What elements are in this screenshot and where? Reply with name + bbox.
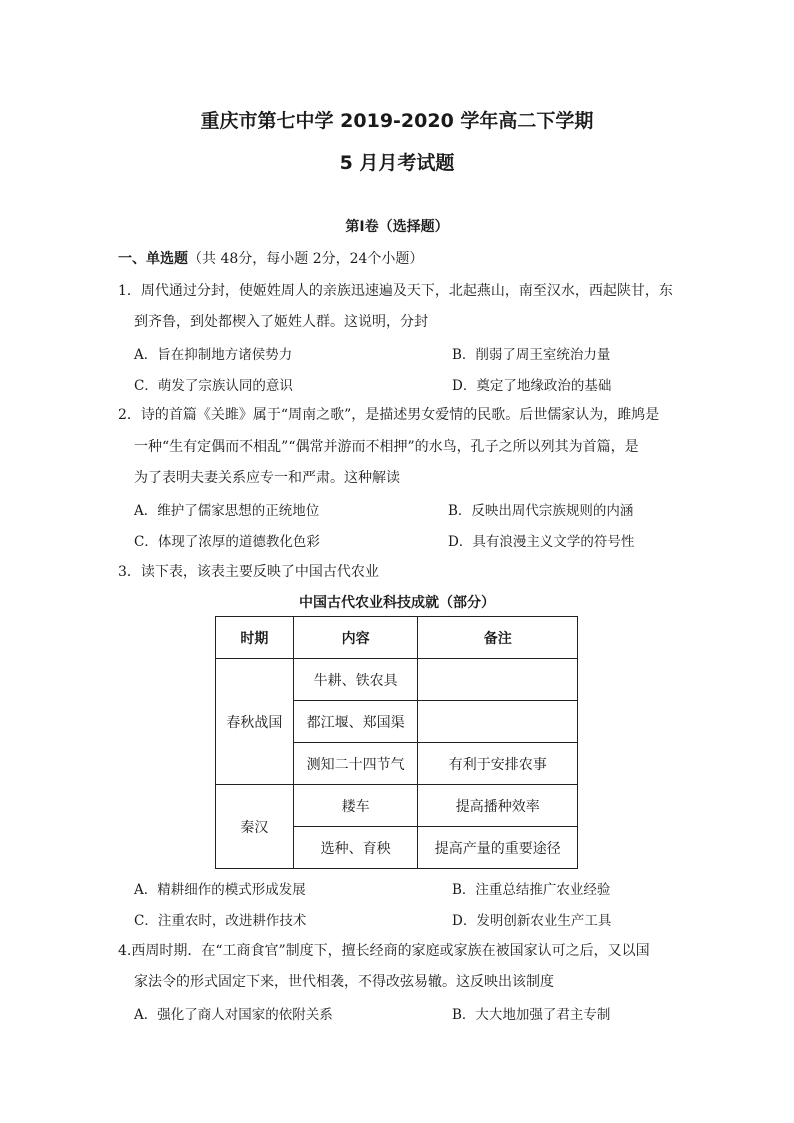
question-1-option-d[interactable]: D．奠定了地缘政治的基础 xyxy=(452,378,612,394)
table-header-row xyxy=(216,617,578,659)
table-header-period: 时期 xyxy=(216,617,294,659)
table-header-note: 备注 xyxy=(418,617,578,659)
question-2-line-3: 为了表明夫妻关系应专一和严肃。这种解读 xyxy=(134,470,400,486)
part-note: （共 48分，每小题 2分，24个小题） xyxy=(188,251,424,267)
question-3-option-c[interactable]: C．注重农时，改进耕作技术 xyxy=(134,913,307,929)
part-label: 一、单选题 xyxy=(118,251,188,267)
question-2-option-d[interactable]: D．具有浪漫主义文学的符号性 xyxy=(448,534,635,550)
question-3-option-a[interactable]: A．精耕细作的模式形成发展 xyxy=(134,882,306,898)
question-2-option-c[interactable]: C．体现了浓厚的道德教化色彩 xyxy=(134,534,320,550)
table-cell-content: 牛耕、铁农具 xyxy=(293,659,418,701)
question-4-line-2: 家法令的形式固定下来，世代相袭，不得改弦易辙。这反映出该制度 xyxy=(134,974,554,990)
table-row xyxy=(216,659,578,701)
question-3-line-1: 3．读下表，该表主要反映了中国古代农业 xyxy=(118,564,379,580)
table-cell-note xyxy=(418,701,578,743)
question-3-option-b[interactable]: B．注重总结推广农业经验 xyxy=(452,882,611,898)
page-subtitle: 5 月月考试题 xyxy=(339,152,455,174)
question-2-line-2: 一种“生有定偶而不相乱”“偶常并游而不相押”的水鸟，孔子之所以列其为首篇，是 xyxy=(134,439,639,455)
table-cell-note: 提高产量的重要途径 xyxy=(418,827,578,869)
agriculture-table xyxy=(215,616,578,869)
table-cell-content: 选种、育秧 xyxy=(293,827,418,869)
table-cell-content: 测知二十四节气 xyxy=(293,743,418,785)
question-2-line-1: 2．诗的首篇《关雎》属于“周南之歌”，是描述男女爱情的民歌。后世儒家认为，雎鸠是 xyxy=(118,407,660,423)
question-2-option-a[interactable]: A．维护了儒家思想的正统地位 xyxy=(134,503,320,519)
table-caption: 中国古代农业科技成就（部分） xyxy=(299,595,495,611)
question-1-option-c[interactable]: C．萌发了宗族认同的意识 xyxy=(134,378,293,394)
table-cell-note xyxy=(418,659,578,701)
table-header-content: 内容 xyxy=(293,617,418,659)
section-heading: 第Ⅰ卷（选择题） xyxy=(345,219,449,235)
question-4-option-b[interactable]: B．大大地加强了君主专制 xyxy=(452,1007,611,1023)
question-1-option-b[interactable]: B．削弱了周王室统治力量 xyxy=(452,347,611,363)
table-cell-content: 耧车 xyxy=(293,785,418,827)
question-4-option-a[interactable]: A．强化了商人对国家的依附关系 xyxy=(134,1007,333,1023)
question-3-option-d[interactable]: D．发明创新农业生产工具 xyxy=(452,913,612,929)
part-heading xyxy=(118,248,423,268)
table-cell-content: 都江堰、郑国渠 xyxy=(293,701,418,743)
question-1-line-1: 1．周代通过分封，使姬姓周人的亲族迅速遍及天下，北起燕山，南至汉水，西起陕甘，东 xyxy=(118,283,673,299)
question-4-line-1: 4.西周时期．在“工商食官”制度下，擅长经商的家庭或家族在被国家认可之后，又以国 xyxy=(118,943,650,959)
question-2-option-b[interactable]: B．反映出周代宗族规则的内涵 xyxy=(448,503,634,519)
question-1-option-a[interactable]: A．旨在抑制地方诸侯势力 xyxy=(134,347,293,363)
table-cell-period: 秦汉 xyxy=(216,785,294,869)
table-cell-note: 有利于安排农事 xyxy=(418,743,578,785)
question-1-line-2: 到齐鲁，到处都楔入了姬姓人群。这说明，分封 xyxy=(134,314,428,330)
table-cell-note: 提高播种效率 xyxy=(418,785,578,827)
table-cell-period: 春秋战国 xyxy=(216,659,294,785)
table-row xyxy=(216,785,578,827)
page-title: 重庆市第七中学 2019-2020 学年高二下学期 xyxy=(200,110,594,132)
